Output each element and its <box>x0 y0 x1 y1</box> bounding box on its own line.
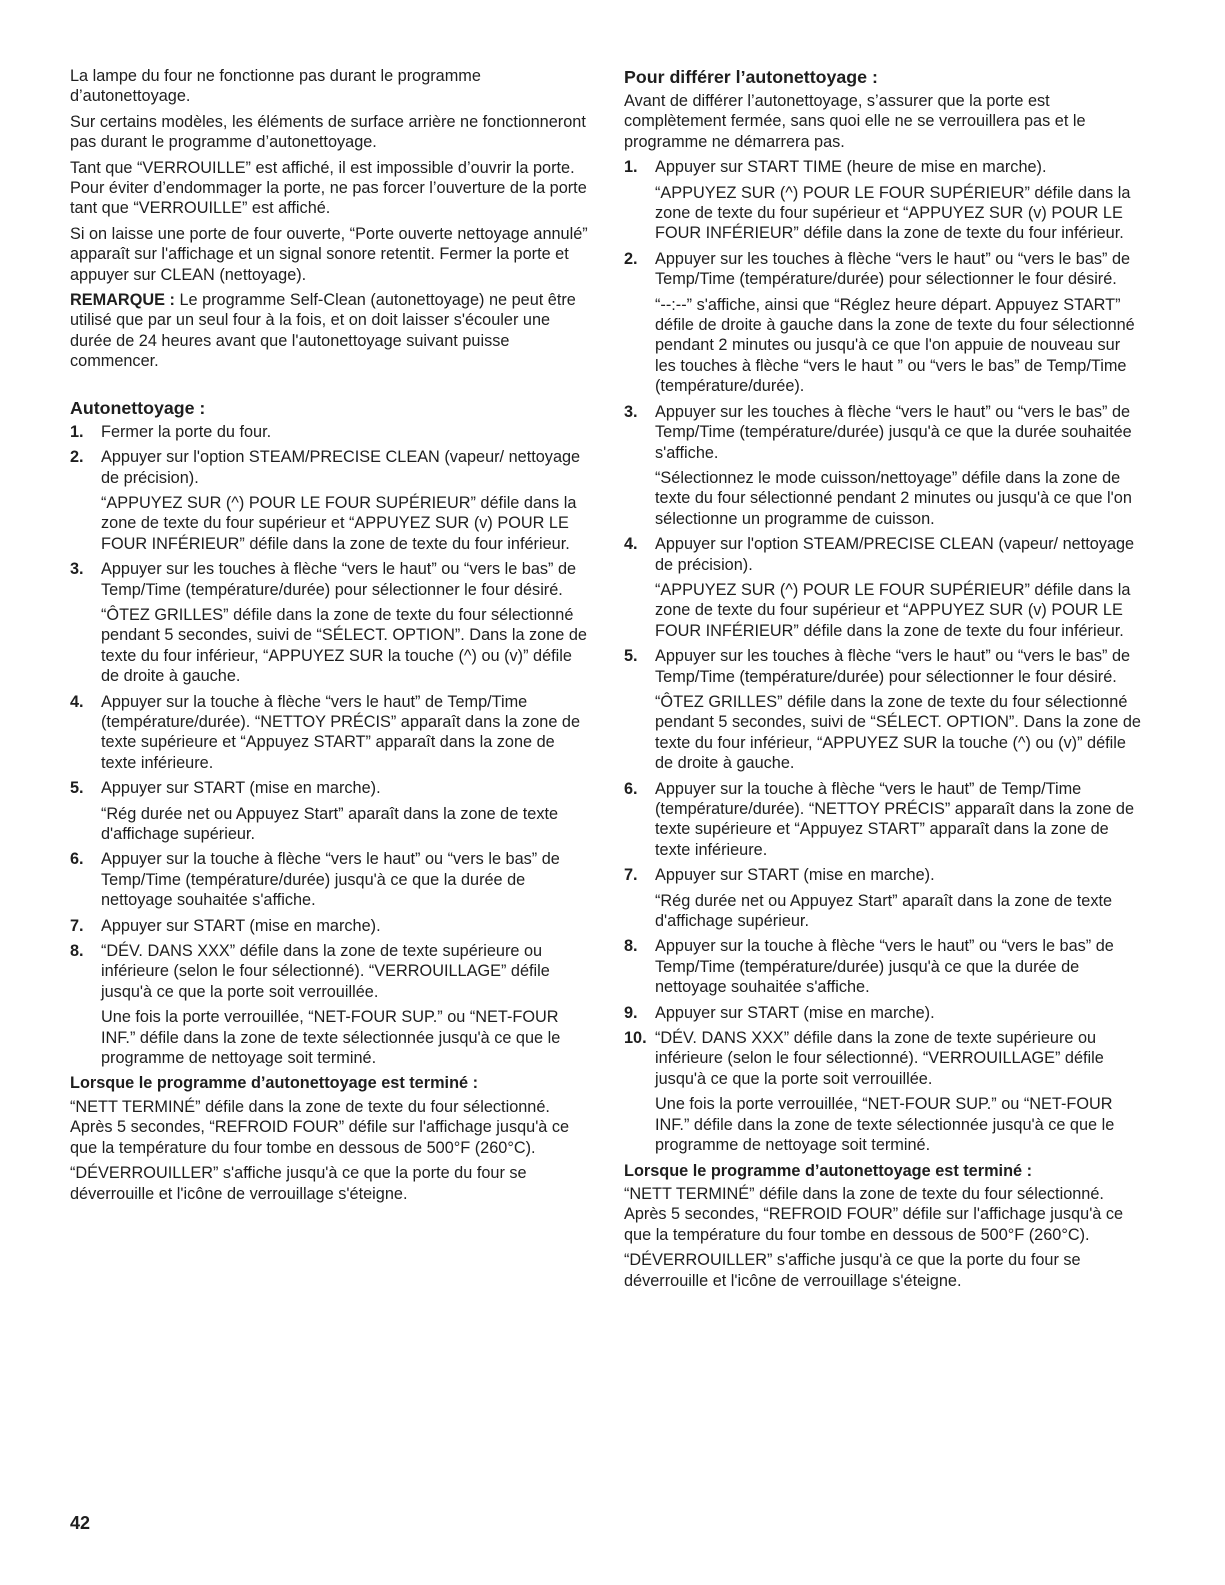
step-item <box>624 1003 1144 1023</box>
step-text: Appuyer sur START (mise en marche). <box>101 916 381 935</box>
intro-paragraph: Sur certains modèles, les éléments de surface arrière ne fonctionneront pas durant le programme d’autonettoyage. <box>70 112 586 152</box>
step-item <box>70 447 588 554</box>
step-text: Appuyer sur la touche à flèche “vers le haut” de Temp/Time (température/durée). “NETTOY PRÉCIS” apparaît dans la zone de texte supérieure et “Appuyez START” apparaît dans la zone de texte inférieure. <box>101 692 581 772</box>
step-subtext: “APPUYEZ SUR (^) POUR LE FOUR SUPÉRIEUR” défile dans la zone de texte du four supérieur et “APPUYEZ SUR (v) POUR LE FOUR INFÉRIEUR” défile dans la zone de texte du four inférieur. <box>101 493 577 553</box>
step-number: 9. <box>624 1003 638 1022</box>
step-item <box>70 916 588 936</box>
step-item <box>70 692 588 774</box>
step-text: Appuyer sur les touches à flèche “vers le haut” ou “vers le bas” de Temp/Time (température/durée) pour sélectionner le four désiré. <box>655 249 1131 289</box>
step-item <box>70 941 588 1068</box>
step-number: 2. <box>624 249 638 268</box>
step-number: 5. <box>70 779 84 798</box>
intro-paragraph: Avant de différer l’autonettoyage, s’assurer que la porte est complètement fermée, sans quoi elle ne se verrouillera pas et le programme ne démarrera pas. <box>624 92 1086 151</box>
step-item <box>70 422 588 442</box>
step-item <box>624 157 1144 244</box>
step-number: 7. <box>70 916 84 935</box>
step-subtext: “Rég durée net ou Appuyez Start” aparaît dans la zone de texte d'affichage supérieur. <box>101 804 559 843</box>
step-text: Appuyer sur l'option STEAM/PRECISE CLEAN (vapeur/ nettoyage de précision). <box>101 448 581 487</box>
step-number: 1. <box>70 422 84 441</box>
step-number: 3. <box>70 560 84 579</box>
step-subtext: Une fois la porte verrouillée, “NET-FOUR SUP.” ou “NET-FOUR INF.” défile dans la zone de texte sélectionnée jusqu'à ce que le programme de nettoyage soit terminé. <box>655 1095 1115 1155</box>
step-item <box>70 778 588 844</box>
step-item <box>624 865 1144 931</box>
remarque-label: REMARQUE : <box>70 291 175 310</box>
intro-paragraph: La lampe du four ne fonctionne pas durant le programme d’autonettoyage. <box>70 67 481 106</box>
step-text: Appuyer sur START (mise en marche). <box>655 866 935 885</box>
step-number: 10. <box>624 1029 647 1048</box>
step-text: Fermer la porte du four. <box>101 422 272 441</box>
section-heading: Autonettoyage : <box>70 397 206 418</box>
step-item <box>624 534 1144 641</box>
step-text: “DÉV. DANS XXX” défile dans la zone de texte supérieure ou inférieure (selon le four sélectionné). “VERROUILLAGE” défile jusqu'à ce que la porte soit verrouillée. <box>101 942 550 1001</box>
end-paragraph: “NETT TERMINÉ” défile dans la zone de texte du four sélectionné. Après 5 secondes, “REFROID FOUR” défile sur l'affichage jusqu'à ce que la température du four tombe en dessous de 500°F (260°C). <box>624 1184 1124 1244</box>
step-number: 3. <box>624 402 638 421</box>
step-text: Appuyer sur la touche à flèche “vers le haut” ou “vers le bas” de Temp/Time (température/durée) jusqu'à ce que la durée de nettoyage souhaitée s'affiche. <box>655 937 1114 997</box>
step-number: 1. <box>624 158 638 177</box>
step-subtext: “ÔTEZ GRILLES” défile dans la zone de texte du four sélectionné pendant 5 secondes, suivi de “SÉLECT. OPTION”. Dans la zone de texte du four inférieur, “APPUYEZ SUR la touche (^) ou (v)” défile de droite à gauche. <box>101 605 587 686</box>
step-item <box>624 936 1144 997</box>
step-item <box>70 849 588 910</box>
step-number: 7. <box>624 866 638 885</box>
step-text: Appuyer sur les touches à flèche “vers le haut” ou “vers le bas” de Temp/Time (température/durée) pour sélectionner le four désiré. <box>655 647 1131 686</box>
step-subtext: Une fois la porte verrouillée, “NET-FOUR SUP.” ou “NET-FOUR INF.” défile dans la zone de texte sélectionnée jusqu'à ce que le programme de nettoyage soit terminé. <box>101 1008 561 1068</box>
section-heading: Pour différer l’autonettoyage : <box>624 67 878 87</box>
remarque-text: Le programme Self-Clean (autonettoyage) ne peut être utilisé que par un seul four à la fois, et on doit laisser s'écouler une durée de 24 heures avant que l'autonettoyage suivant puisse commencer. <box>70 291 576 371</box>
steps-list <box>70 422 588 1069</box>
step-subtext: “APPUYEZ SUR (^) POUR LE FOUR SUPÉRIEUR” défile dans la zone de texte du four supérieur et “APPUYEZ SUR (v) POUR LE FOUR INFÉRIEUR” défile dans la zone de texte du four inférieur. <box>655 580 1131 640</box>
step-item <box>624 402 1144 529</box>
step-text: Appuyer sur START (mise en marche). <box>101 779 381 798</box>
step-item <box>624 646 1144 773</box>
end-paragraph: “DÉVERROUILLER” s'affiche jusqu'à ce que la porte du four se déverrouille et l'icône de verrouillage s'éteigne. <box>624 1251 1081 1290</box>
step-subtext: “Rég durée net ou Appuyez Start” aparaît dans la zone de texte d'affichage supérieur. <box>655 891 1113 931</box>
step-text: Appuyer sur les touches à flèche “vers le haut” ou “vers le bas” de Temp/Time (température/durée) pour sélectionner le four désiré. <box>101 560 577 599</box>
step-subtext: “APPUYEZ SUR (^) POUR LE FOUR SUPÉRIEUR” défile dans la zone de texte du four supérieur et “APPUYEZ SUR (v) POUR LE FOUR INFÉRIEUR” défile dans la zone de texte du four inférieur. <box>655 183 1131 243</box>
step-number: 8. <box>70 942 84 961</box>
step-number: 2. <box>70 448 84 467</box>
steps-list <box>624 157 1144 1155</box>
step-number: 4. <box>70 692 84 711</box>
step-item <box>624 249 1144 397</box>
page-number: 42 <box>70 1513 91 1533</box>
step-text: Appuyer sur la touche à flèche “vers le haut” de Temp/Time (température/durée). “NETTOY PRÉCIS” apparaît dans la zone de texte supérieure et “Appuyez START” apparaît dans la zone de texte inférieure. <box>655 779 1135 859</box>
subsection-heading: Lorsque le programme d’autonettoyage est terminé : <box>624 1161 1033 1180</box>
step-text: Appuyer sur START (mise en marche). <box>655 1003 935 1022</box>
step-text: “DÉV. DANS XXX” défile dans la zone de texte supérieure ou inférieure (selon le four sélectionné). “VERROUILLAGE” défile jusqu'à ce que la porte soit verrouillée. <box>655 1029 1104 1088</box>
end-paragraph: “NETT TERMINÉ” défile dans la zone de texte du four sélectionné. Après 5 secondes, “REFROID FOUR” défile sur l'affichage jusqu'à ce que la température du four tombe en dessous de 500°F (260°C). <box>70 1097 570 1157</box>
step-text: Appuyer sur les touches à flèche “vers le haut” ou “vers le bas” de Temp/Time (température/durée) jusqu'à ce que la durée souhaitée s'affiche. <box>655 402 1132 462</box>
step-text: Appuyer sur la touche à flèche “vers le haut” ou “vers le bas” de Temp/Time (température/durée) jusqu'à ce que la durée de nettoyage souhaitée s'affiche. <box>101 850 560 910</box>
step-item <box>624 779 1144 861</box>
right-column <box>624 66 1144 1296</box>
step-number: 5. <box>624 647 638 666</box>
step-number: 8. <box>624 937 638 956</box>
step-number: 6. <box>70 850 84 869</box>
subsection-heading: Lorsque le programme d’autonettoyage est terminé : <box>70 1074 479 1093</box>
left-column <box>70 66 588 1209</box>
step-text: Appuyer sur l'option STEAM/PRECISE CLEAN (vapeur/ nettoyage de précision). <box>655 535 1135 574</box>
step-item <box>70 559 588 686</box>
end-paragraph: “DÉVERROUILLER” s'affiche jusqu'à ce que la porte du four se déverrouille et l'icône de verrouillage s'éteigne. <box>70 1164 527 1203</box>
step-text: Appuyer sur START TIME (heure de mise en marche). <box>655 158 1047 177</box>
step-subtext: “ÔTEZ GRILLES” défile dans la zone de texte du four sélectionné pendant 5 secondes, suivi de “SÉLECT. OPTION”. Dans la zone de texte du four inférieur, “APPUYEZ SUR la touche (^) ou (v)” défile de droite à gauche. <box>655 692 1141 773</box>
remarque-paragraph <box>70 290 588 372</box>
intro-paragraph: Tant que “VERROUILLE” est affiché, il est impossible d’ouvrir la porte. Pour éviter d’endommager la porte, ne pas forcer l’ouverture de la porte tant que “VERROUILLE” est affiché. <box>70 158 587 218</box>
step-number: 4. <box>624 535 638 554</box>
step-subtext: “Sélectionnez le mode cuisson/nettoyage” défile dans la zone de texte du four sélectionné pendant 2 minutes ou jusqu'à ce que l'on sélectionne un programme de cuisson. <box>655 468 1132 528</box>
step-subtext: “--:--” s'affiche, ainsi que “Réglez heure départ. Appuyez START” défile de droite à gauche dans la zone de texte du four sélectionné pendant 2 minutes ou jusqu'à ce que l'on appuie de nouveau sur les touches à flèche “vers le haut ” ou “vers le bas” de Temp/Time (température/durée). <box>655 295 1135 396</box>
step-number: 6. <box>624 779 638 798</box>
intro-paragraph: Si on laisse une porte de four ouverte, “Porte ouverte nettoyage annulé” apparaît sur l'affichage et un signal sonore retentit. Fermer la porte et appuyer sur CLEAN (nettoyage). <box>70 224 588 284</box>
step-item <box>624 1028 1144 1155</box>
